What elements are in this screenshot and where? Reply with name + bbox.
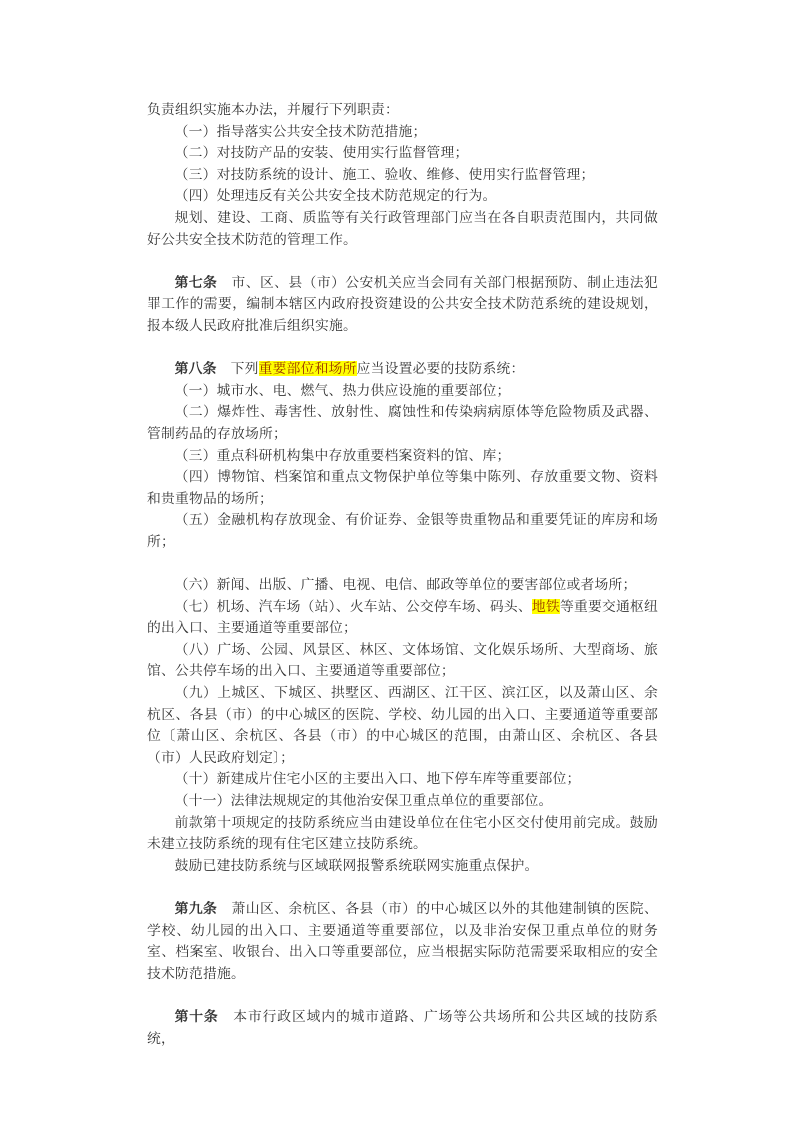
text-run: 鼓励已建技防系统与区域联网报警系统联网实施重点保护。 (174, 857, 539, 873)
text-run: 下列 (216, 361, 259, 377)
para-duty-item-3 (147, 164, 658, 186)
text-run: （一）指导落实公共安全技术防范措施； (174, 123, 427, 139)
text-run: （一）城市水、电、燃气、热力供应设施的重要部位； (174, 382, 511, 398)
para-place-item-5 (147, 509, 658, 552)
text-run: （二）对技防产品的安装、使用实行监督管理； (174, 145, 469, 161)
text-run: （十一）法律法规规定的其他治安保卫重点单位的重要部位。 (174, 793, 553, 808)
highlighted-text: 地铁 (531, 598, 560, 614)
text-run: 等重要交通枢纽的出入口、主要通道等重要部位； (147, 598, 659, 636)
text-run: 本市行政区域内的城市道路、广场等公共场所和公共区域的技防系统， (147, 1008, 658, 1046)
text-run: 市、区、县（市）公安机关应当会同有关部门根据预防、制止违法犯罪工作的需要，编制本辖区内政府投资建设的公共安全技术防范系统的建设规划，报本级人民政府批准后组织实施。 (147, 274, 659, 333)
para-place-item-10 (147, 768, 658, 790)
text-run: 前款第十项规定的技防系统应当由建设单位在住宅小区交付使用前完成。鼓励未建立技防系统的现有住宅区建立技防系统。 (147, 814, 658, 852)
para-place-item-9 (147, 682, 658, 768)
text-run: （五）金融机构存放现金、有价证券、金银等贵重物品和重要凭证的库房和场所； (147, 512, 658, 549)
para-article-10 (147, 1006, 658, 1049)
text-run: （七）机场、汽车场（站）、火车站、公交停车场、码头、 (174, 598, 532, 614)
para-network-encourage (147, 855, 658, 877)
para-departments (147, 207, 658, 250)
text-run: （十）新建成片住宅小区的主要出入口、地下停车库等重要部位； (174, 771, 581, 787)
para-place-item-3 (147, 445, 658, 467)
para-place-item-7 (147, 596, 658, 639)
para-article-8 (147, 358, 658, 380)
para-duty-item-4 (147, 185, 658, 207)
highlighted-text: 重要部位和场所 (258, 361, 357, 377)
text-run: （四）处理违反有关公共安全技术防范规定的行为。 (174, 188, 497, 204)
article-number: 第八条 (174, 361, 217, 377)
para-continuation (147, 99, 658, 121)
para-place-item-11 (147, 790, 658, 812)
text-run: （九）上城区、下城区、拱墅区、西湖区、江干区、滨江区，以及萧山区、余杭区、各县（市）的中心城区的医院、学校、幼儿园的出入口、主要通道等重要部位〔萧山区、余杭区、各县（市）的中心城区的范围，由萧山区、余杭区、各县（市）人民政府划定〕； (147, 685, 658, 765)
text-run: （八）广场、公园、风景区、林区、文体场馆、文化娱乐场所、大型商场、旅馆、公共停车场的出入口、主要通道等重要部位； (147, 641, 658, 679)
text-run: （二）爆炸性、毒害性、放射性、腐蚀性和传染病病原体等危险物质及武器、管制药品的存放场所； (147, 404, 658, 441)
para-residential-rule (147, 812, 658, 855)
text-run: 负责组织实施本办法，并履行下列职责： (147, 102, 399, 117)
text-run: 应当设置必要的技防系统： (356, 361, 525, 377)
para-duty-item-1 (147, 121, 658, 143)
para-place-item-2 (147, 401, 658, 444)
text-run: （三）对技防系统的设计、施工、验收、维修、使用实行监督管理； (174, 166, 595, 182)
article-number: 第七条 (174, 274, 218, 290)
para-place-item-4 (147, 466, 658, 509)
para-place-item-1 (147, 380, 658, 402)
para-article-7 (147, 272, 658, 337)
article-number: 第十条 (174, 1008, 219, 1024)
text-run: 萧山区、余杭区、各县（市）的中心城区以外的其他建制镇的医院、学校、幼儿园的出入口、主要通道等重要部位，以及非治安保卫重点单位的财务室、档案室、收银台、出入口等重要部位，应当根据实际防范需要采取相应的安全技术防范措施。 (147, 900, 659, 981)
text-run: （六）新闻、出版、广播、电视、电信、邮政等单位的要害部位或者场所； (174, 577, 637, 593)
text-run: 规划、建设、工商、质监等有关行政管理部门应当在各自职责范围内，共同做好公共安全技术防范的管理工作。 (147, 209, 658, 247)
para-place-item-6 (147, 574, 658, 596)
document-page (147, 99, 658, 1049)
para-duty-item-2 (147, 142, 658, 164)
article-number: 第九条 (174, 900, 218, 916)
para-article-9 (147, 898, 658, 984)
text-run: （四）博物馆、档案馆和重点文物保护单位等集中陈列、存放重要文物、资料和贵重物品的场所； (147, 469, 658, 506)
text-run: （三）重点科研机构集中存放重要档案资料的馆、库； (174, 447, 511, 463)
para-place-item-8 (147, 639, 658, 682)
